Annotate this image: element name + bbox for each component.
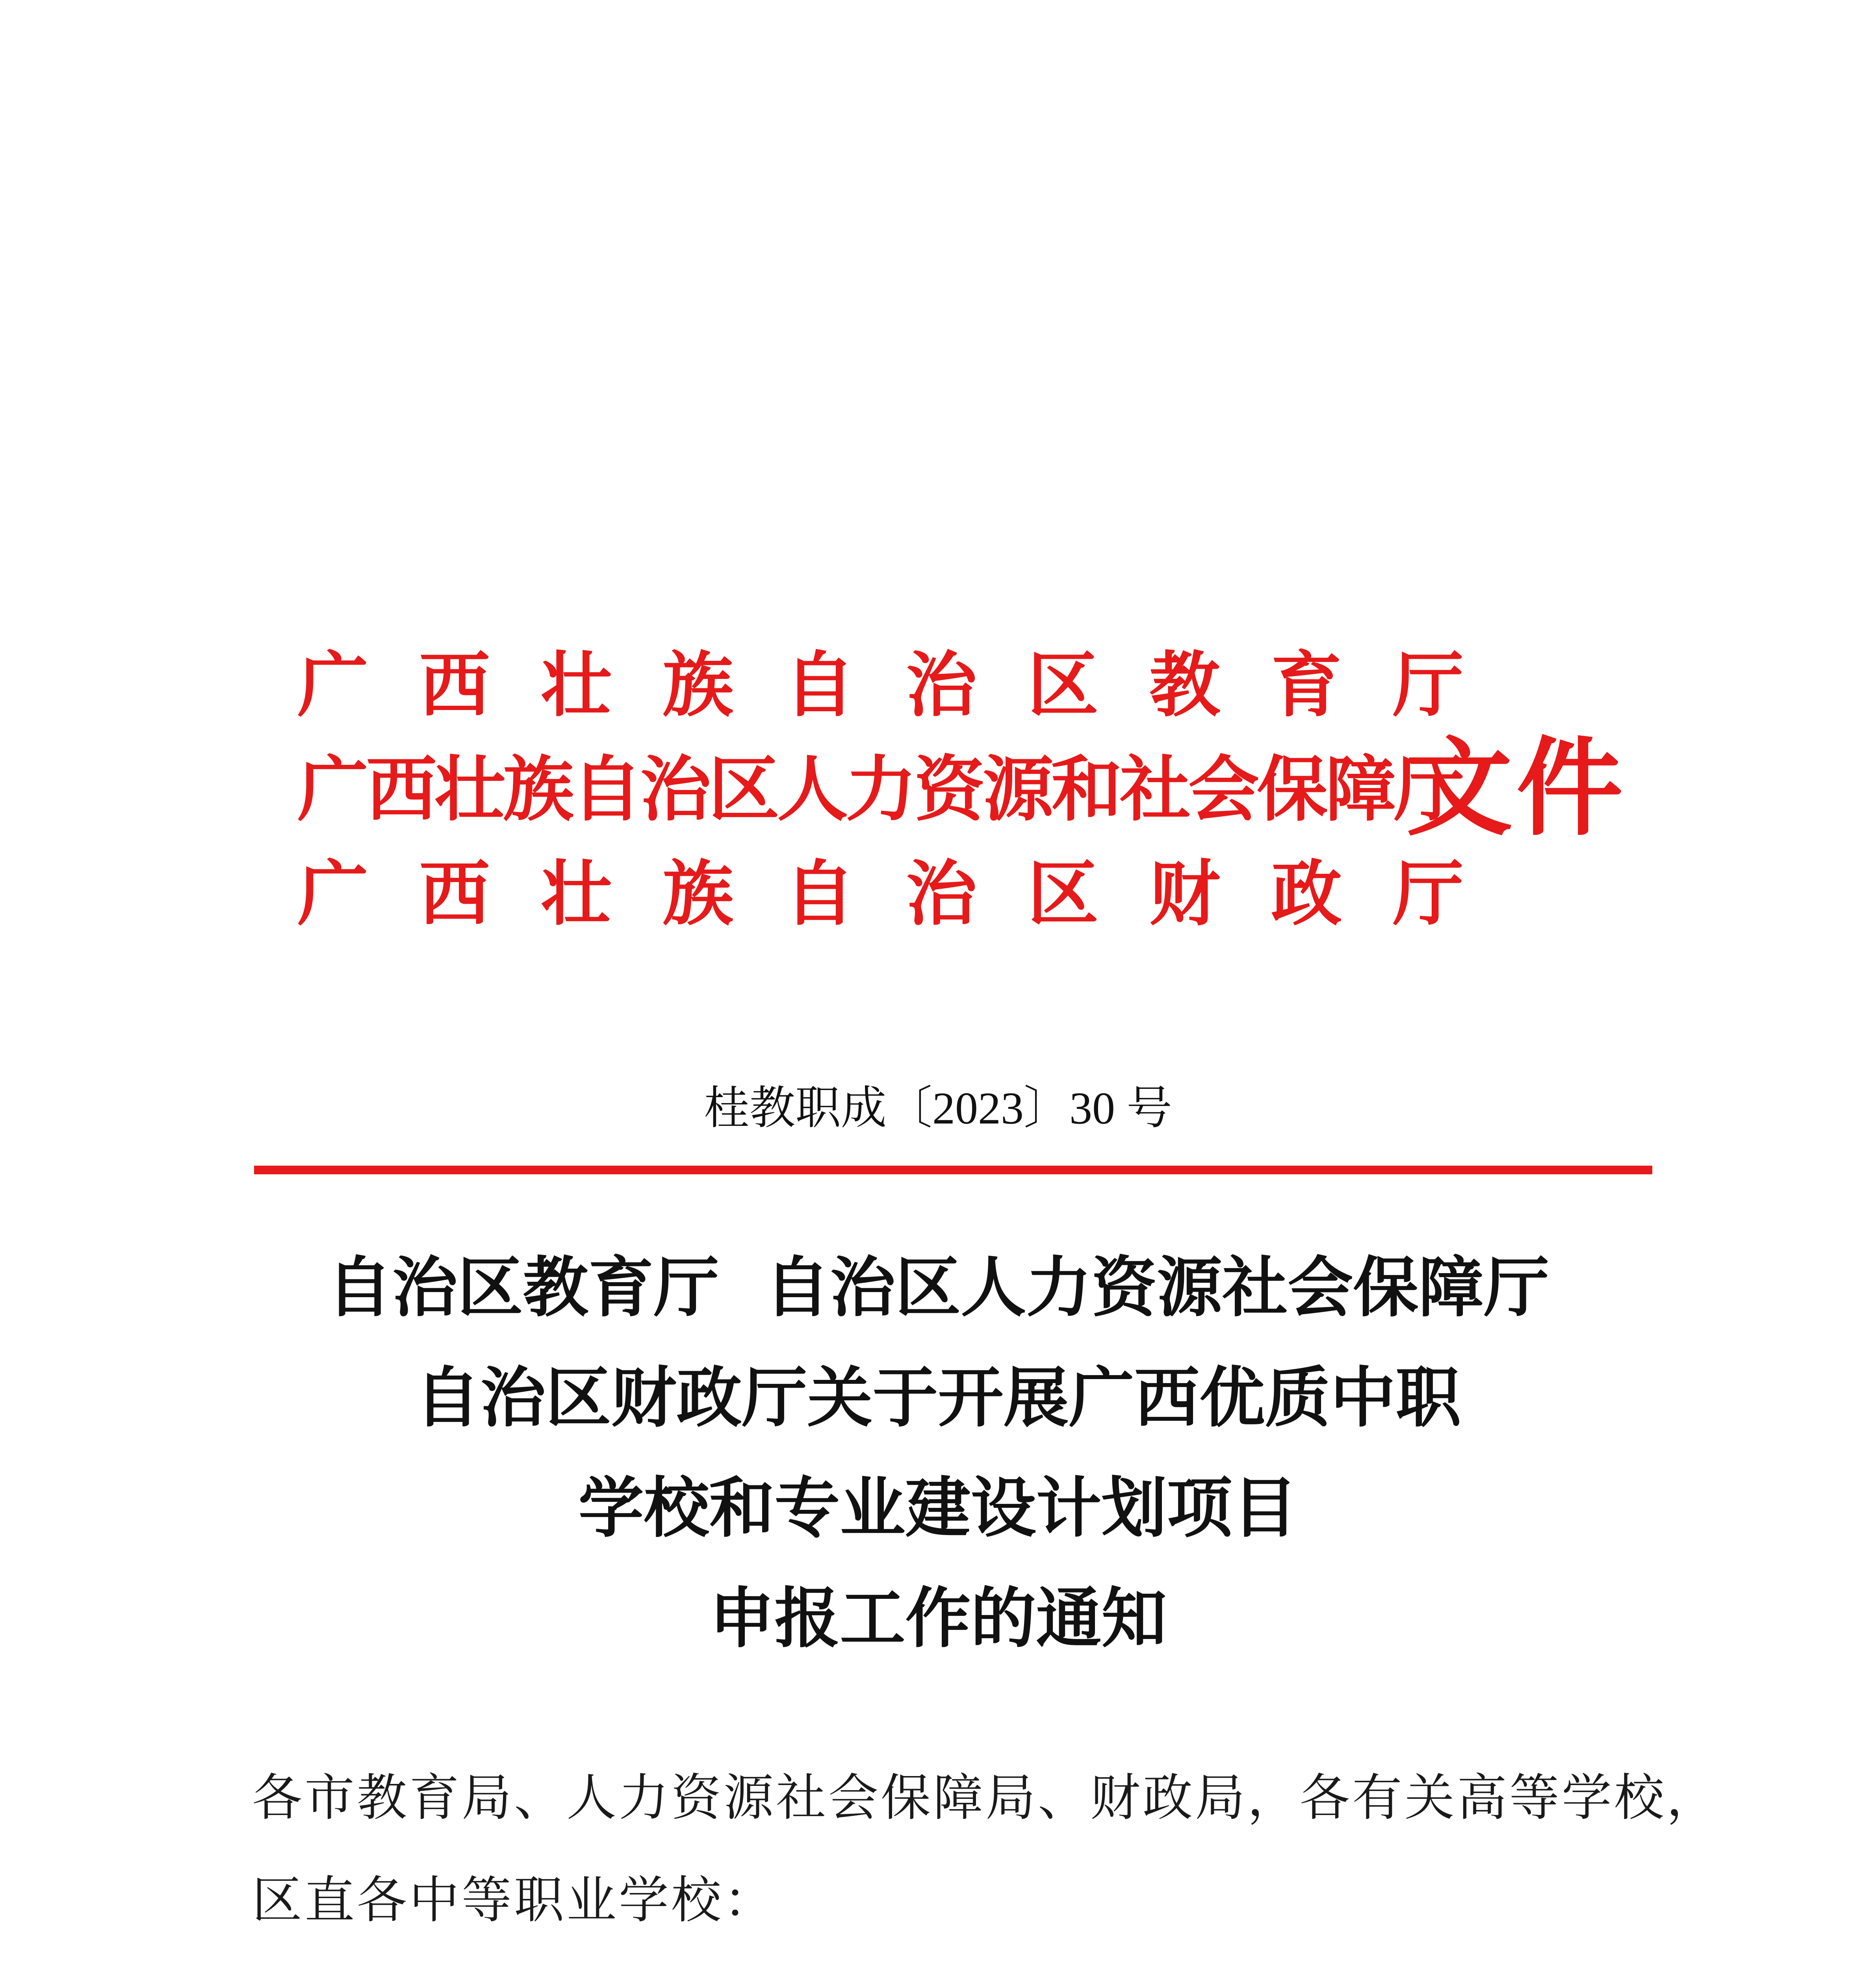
document-number: 桂教职成〔2023〕30 号 [704, 1083, 1172, 1134]
title-line-2: 自治区财政厅关于开展广西优质中职 [415, 1359, 1461, 1436]
issuer-line-education-dept: 广西壮族自治区教育厅 [297, 643, 1515, 727]
title-line-4: 申报工作的通知 [709, 1580, 1167, 1657]
title-line-1: 自治区教育厅 自治区人力资源社会保障厅 [327, 1249, 1549, 1326]
addressee-line-2: 区直各中等职业学校： [252, 1871, 776, 1929]
issuer-line-finance-dept: 广西壮族自治区财政厅 [297, 852, 1515, 935]
addressee-line-1: 各市教育局、人力资源社会保障局、财政局，各有关高等学校， [252, 1769, 1719, 1827]
body-paragraph-line [353, 1967, 1646, 1969]
document-word: 文件 [1406, 725, 1627, 850]
title-line-3: 学校和专业建设计划项目 [578, 1470, 1298, 1546]
issuer-line-hr-social-security-dept: 广西壮族自治区人力资源和社会保障厅 [297, 748, 1463, 831]
red-divider-line [254, 1166, 1652, 1174]
